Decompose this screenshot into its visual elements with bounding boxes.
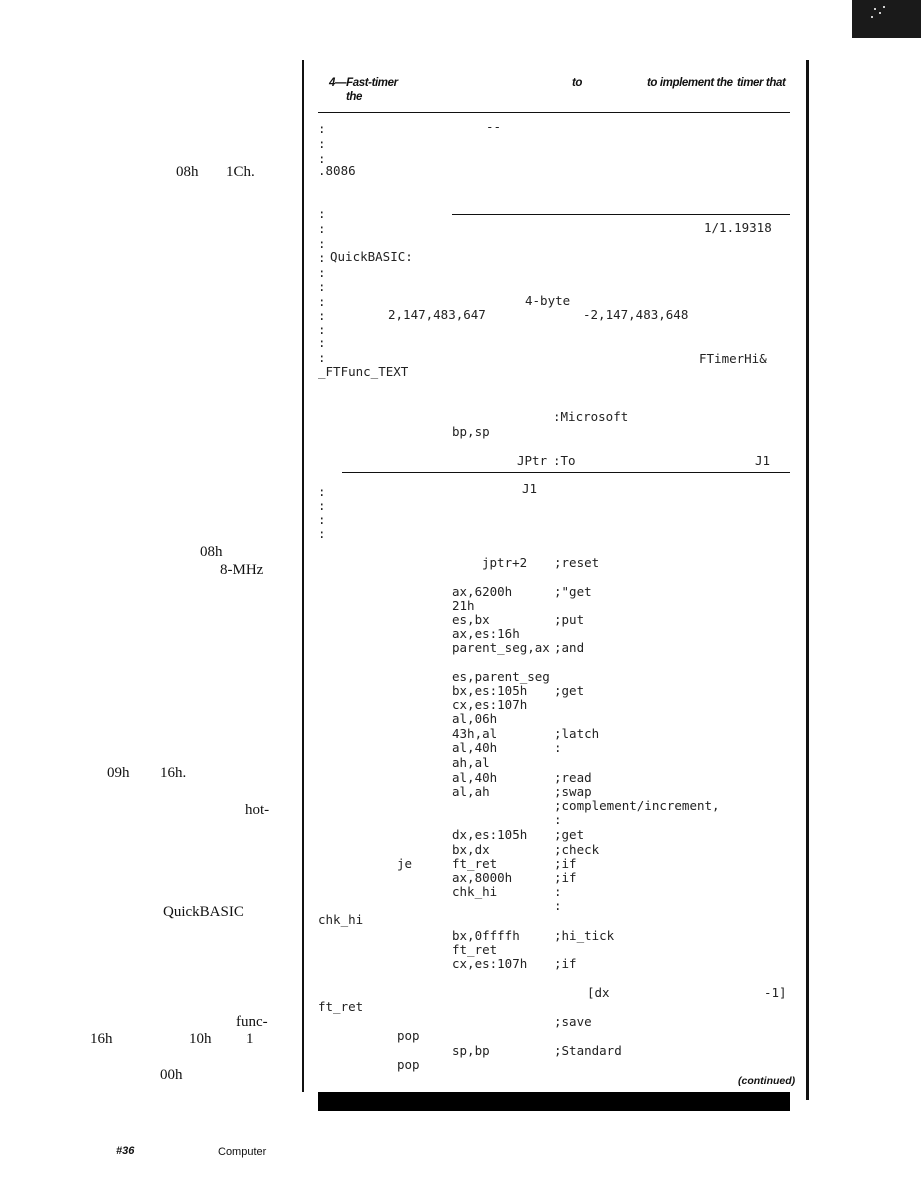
code-text: jptr+2: [482, 555, 528, 570]
left-text: 1: [246, 1031, 254, 1047]
code-dot: :: [554, 898, 562, 913]
code-dot: :: [318, 294, 326, 309]
code-text: ;read: [554, 770, 592, 785]
code-dot: :: [318, 236, 326, 251]
corner-image: [852, 0, 921, 38]
issue-number: #36: [116, 1145, 135, 1157]
code-dot: :: [318, 221, 326, 236]
code-text: bp,sp: [452, 424, 490, 439]
code-text: sp,bp: [452, 1043, 490, 1058]
code-dot: :: [318, 279, 326, 294]
code-dot: :: [318, 335, 326, 350]
code-text: _FTFunc_TEXT: [318, 364, 409, 379]
listing-bottom-bar: [318, 1092, 790, 1111]
code-text: ax,6200h: [452, 584, 513, 599]
code-text: cx,es:107h: [452, 956, 528, 971]
code-dot: :: [554, 812, 562, 827]
code-text: ;reset: [554, 555, 600, 570]
code-text: ;put: [554, 612, 585, 627]
code-text: ax,8000h: [452, 870, 513, 885]
comment-rule: [452, 214, 790, 215]
code-text: 4-byte: [525, 293, 571, 308]
code-text: al,ah: [452, 784, 490, 799]
code-text: ;get: [554, 683, 585, 698]
code-dot: :: [318, 136, 326, 151]
code-text: ;save: [554, 1014, 592, 1029]
code-text: 21h: [452, 598, 475, 613]
left-text: 1Ch.: [226, 164, 255, 180]
code-dot: :: [318, 512, 326, 527]
code-text: ;if: [554, 956, 577, 971]
code-text: ft_ret: [452, 856, 498, 871]
code-dot: :: [318, 484, 326, 499]
code-dot: :: [318, 350, 326, 365]
code-text: pop: [397, 1028, 420, 1043]
code-text: ;Standard: [554, 1043, 622, 1058]
code-dot: :: [318, 526, 326, 541]
code-dot: :: [554, 884, 562, 899]
code-text: ax,es:16h: [452, 626, 520, 641]
code-text: ft_ret: [318, 999, 364, 1014]
code-text: ;latch: [554, 726, 600, 741]
caption-rule: [318, 112, 790, 113]
code-text: -1]: [764, 985, 787, 1000]
code-text: chk_hi: [452, 884, 498, 899]
code-text: parent_seg,ax: [452, 640, 550, 655]
code-text: dx,es:105h: [452, 827, 528, 842]
code-text: JPtr: [517, 453, 548, 468]
code-dot: :: [318, 498, 326, 513]
caption-text: 4—Fast-timer: [329, 77, 398, 89]
continued-label: (continued): [738, 1075, 796, 1087]
code-text: ;if: [554, 856, 577, 871]
code-text: :To: [553, 453, 576, 468]
code-text: FTimerHi&: [699, 351, 767, 366]
code-text: chk_hi: [318, 912, 364, 927]
left-text: 09h: [107, 765, 130, 781]
listing-box-right-border: [806, 60, 809, 1100]
code-text: J1: [755, 453, 771, 468]
code-dot: :: [318, 265, 326, 280]
left-text: 00h: [160, 1067, 183, 1083]
code-text: ;if: [554, 870, 577, 885]
code-text: al,40h: [452, 770, 498, 785]
code-text: 2,147,483,647: [388, 307, 486, 322]
left-text: 10h: [189, 1031, 212, 1047]
code-text: QuickBASIC:: [330, 249, 413, 264]
left-text: 16h.: [160, 765, 187, 781]
code-dot: :: [554, 740, 562, 755]
code-text: je: [397, 856, 413, 871]
code-dot: :: [318, 322, 326, 337]
caption-text: timer that: [737, 77, 786, 89]
code-text: es,bx: [452, 612, 490, 627]
caption-text: to implement the: [647, 77, 733, 89]
code-text: bx,es:105h: [452, 683, 528, 698]
caption-text: the: [346, 91, 363, 103]
code-text: ft_ret: [452, 942, 498, 957]
left-text: 08h: [176, 164, 199, 180]
code-text: bx,dx: [452, 842, 490, 857]
listing-box-left-border: [302, 60, 304, 1092]
code-text: ;swap: [554, 784, 592, 799]
left-text: 08h: [200, 544, 223, 560]
code-dot: :: [318, 250, 326, 265]
code-text: -2,147,483,648: [583, 307, 689, 322]
code-text: ;hi_tick: [554, 928, 615, 943]
left-text: 8-MHz: [220, 562, 264, 578]
code-text: cx,es:107h: [452, 697, 528, 712]
code-text: ;get: [554, 827, 585, 842]
code-text: J1: [522, 481, 538, 496]
magazine-name: Computer: [218, 1146, 267, 1158]
code-text: :Microsoft: [553, 409, 629, 424]
code-dot: :: [318, 206, 326, 221]
left-text: hot-: [245, 802, 270, 818]
caption-text: to: [572, 77, 583, 89]
code-text: ;check: [554, 842, 600, 857]
code-dot: :: [318, 121, 326, 136]
code-text: ;and: [554, 640, 585, 655]
code-text: al,40h: [452, 740, 498, 755]
code-dot: :: [318, 151, 326, 166]
code-text: pop: [397, 1057, 420, 1072]
code-text: 1/1.19318: [704, 220, 772, 235]
code-text: [dx: [587, 985, 610, 1000]
code-text: ;complement/increment,: [554, 798, 720, 813]
code-text: bx,0ffffh: [452, 928, 520, 943]
left-text: 16h: [90, 1031, 113, 1047]
left-text: QuickBASIC: [163, 904, 244, 920]
code-text: al,06h: [452, 711, 498, 726]
code-dot: :: [318, 308, 326, 323]
code-text: es,parent_seg: [452, 669, 550, 684]
code-text: --: [486, 119, 502, 134]
code-text: .8086: [318, 163, 356, 178]
code-text: ah,al: [452, 755, 490, 770]
code-text: ;"get: [554, 584, 592, 599]
j1-rule: [342, 472, 790, 473]
left-text: func-: [236, 1014, 268, 1030]
code-text: 43h,al: [452, 726, 498, 741]
